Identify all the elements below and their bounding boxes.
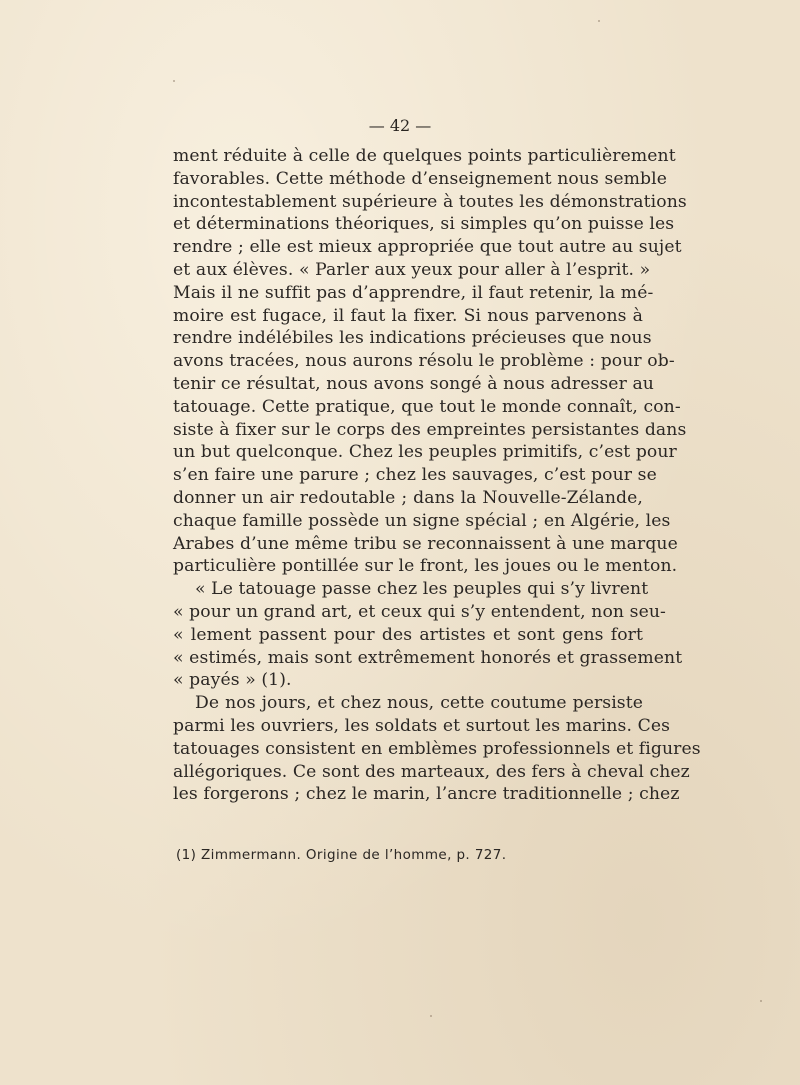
paper-speck <box>598 20 600 22</box>
text-line: moire est fugace, il faut la fixer. Si nous parvenons à <box>173 305 643 326</box>
text-line: et aux élèves. « Parler aux yeux pour aller à l’esprit. » <box>173 259 651 280</box>
text-line: « estimés, mais sont extrêmement honorés et grassement <box>173 647 683 668</box>
text-line: Mais il ne suffit pas d’apprendre, il faut retenir, la mé- <box>173 282 654 303</box>
text-line: « payés » (1). <box>173 670 292 691</box>
text-line: avons tracées, nous aurons résolu le problème : pour ob- <box>173 351 675 372</box>
text-line: ment réduite à celle de quelques points particulièrement <box>173 146 676 166</box>
footnote: (1) Zimmermann. Origine de l’homme, p. 727. <box>176 847 507 863</box>
text-line: siste à fixer sur le corps des empreintes persistantes dans <box>173 419 687 440</box>
text-line: tatouages consistent en emblèmes professionnels et figures <box>173 738 701 759</box>
body-text <box>173 145 701 806</box>
text-line: allégoriques. Ce sont des marteaux, des fers à cheval chez <box>173 761 690 782</box>
paper-speck <box>430 1015 432 1017</box>
paper-speck <box>173 80 175 82</box>
text-line: parmi les ouvriers, les soldats et surtout les marins. Ces <box>173 715 671 736</box>
text-line: incontestablement supérieure à toutes les démonstrations <box>173 191 687 212</box>
text-line: Arabes d’une même tribu se reconnaissent à une marque <box>173 533 678 554</box>
text-line: s’en faire une parure ; chez les sauvages, c’est pour se <box>173 465 657 486</box>
text-line: De nos jours, et chez nous, cette coutume persiste <box>195 693 643 714</box>
text-line: particulière pontillée sur le front, les joues ou le menton. <box>173 556 678 577</box>
text-line: et déterminations théoriques, si simples qu’on puisse les <box>173 214 675 235</box>
text-line: « pour un grand art, et ceux qui s’y entendent, non seu- <box>173 601 666 622</box>
text-line: « Le tatouage passe chez les peuples qui s’y livrent <box>195 579 649 600</box>
text-line: rendre indélébiles les indications précieuses que nous <box>173 328 652 349</box>
text-line: favorables. Cette méthode d’enseignement nous semble <box>173 168 668 189</box>
paper-speck <box>760 1000 762 1002</box>
text-line: tenir ce résultat, nous avons songé à nous adresser au <box>173 373 654 394</box>
text-line: un but quelconque. Chez les peuples primitifs, c’est pour <box>173 442 677 463</box>
page-number: — 42 — <box>368 116 432 135</box>
text-line: chaque famille possède un signe spécial ; en Algérie, les <box>173 510 671 531</box>
text-line: donner un air redoutable ; dans la Nouvelle-Zélande, <box>173 487 643 508</box>
text-line: rendre ; elle est mieux appropriée que tout autre au sujet <box>173 237 682 258</box>
text-line: les forgerons ; chez le marin, l’ancre traditionnelle ; chez <box>173 784 680 805</box>
text-line: « lement passent pour des artistes et sont gens fort <box>173 624 643 645</box>
text-line: tatouage. Cette pratique, que tout le monde connaît, con- <box>173 396 681 417</box>
